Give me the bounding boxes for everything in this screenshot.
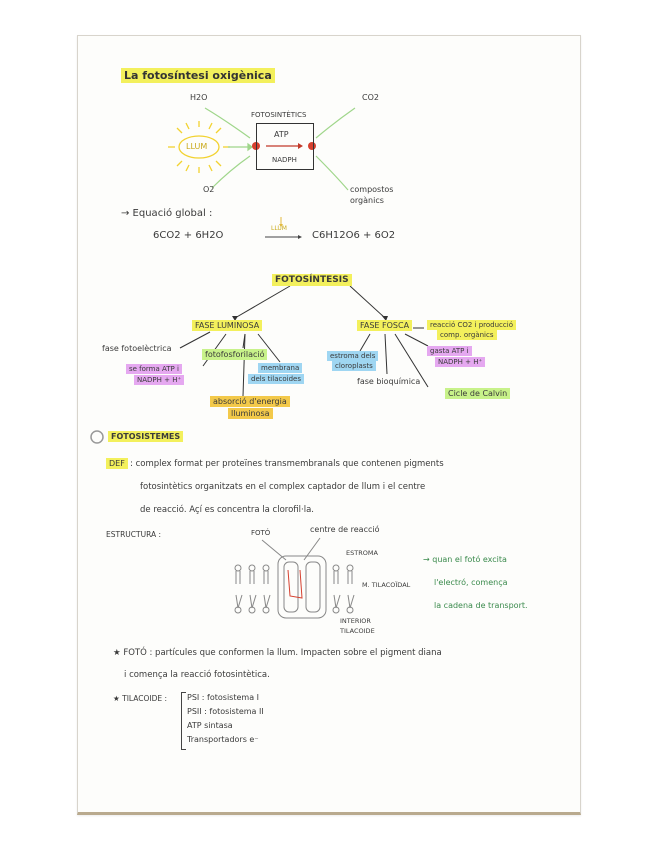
arrow-compostos [316, 156, 348, 190]
def-line-2: fotosintètics organitzats en el complex captador de llum i el centre [140, 482, 426, 492]
reaccio-co2-1: reacció CO2 i producció [427, 322, 516, 329]
compostos-label-1: compostos [350, 185, 394, 194]
nadph-label: NADPH [272, 156, 297, 164]
cicle-calvin: Cicle de Calvin [445, 390, 510, 398]
compostos-label-2: orgànics [350, 196, 384, 205]
absorcio-1: absorció d'energia [210, 398, 290, 406]
o2-label: O2 [203, 185, 215, 194]
foto-label: FOTÓ [251, 529, 271, 537]
equation-left: 6CO2 + 6H2O [153, 230, 224, 241]
gasta-1: gasta ATP i [427, 348, 472, 355]
atp-nadph-2: NADPH + H⁺ [134, 377, 184, 384]
arrow-co2 [316, 108, 355, 138]
bracket [181, 692, 186, 750]
fase-bioquimica: fase bioquímica [357, 377, 421, 386]
estroma-1: estroma dels [327, 353, 378, 360]
tilacoide-item-4: Transportadors e⁻ [187, 735, 259, 744]
absorcio-2: lluminosa [228, 410, 273, 418]
interior-label-1: INTERIOR [340, 617, 371, 625]
membrana-label: M. TILACOÏDAL [362, 581, 411, 589]
equation-right: C6H12O6 + 6O2 [312, 230, 396, 241]
equation-label: → Equació global : [121, 208, 213, 219]
foto-def-1: ★ FOTÓ : partícules que conformen la llum. Impacten sobre el pigment diana [113, 648, 442, 658]
tilacoide-label: ★ TILACOIDE : [113, 694, 168, 703]
pigments-label: FOTOSINTÈTICS [251, 111, 307, 119]
centre-label: centre de reacció [310, 525, 380, 534]
fase-fotoelectrica: fase fotoelèctrica [102, 344, 172, 353]
page-title: La fotosíntesi oxigènica [121, 70, 275, 81]
llum-label: LLUM [186, 142, 208, 151]
gasta-2: NADPH + H⁺ [435, 359, 485, 366]
def-line-3: de reacció. Açí es concentra la clorofil·la. [140, 505, 314, 515]
fase-fosca: FASE FOSCA [357, 322, 412, 330]
note-line-3: la cadena de transport. [434, 601, 528, 610]
atp-nadph-1: se forma ATP i [126, 366, 182, 373]
membrana-1: membrana [258, 365, 302, 372]
tilacoide-item-2: PSII : fotosistema II [187, 707, 264, 716]
note-line-2: l'electró, comença [434, 578, 508, 587]
interior-label-2: TILACOIDE [340, 627, 375, 635]
def-line-1: : complex format per proteïnes transmembranals que contenen pigments [130, 459, 444, 469]
target-icon [91, 431, 103, 443]
def-label: DEF [106, 460, 128, 468]
fase-luminosa: FASE LUMINOSA [192, 322, 262, 330]
membrana-2: dels tilacoides [248, 376, 304, 383]
atp-label: ATP [274, 130, 289, 139]
foto-def-2: i comença la reacció fotosintètica. [124, 670, 270, 680]
tilacoide-item-3: ATP sintasa [187, 721, 233, 730]
co2-label: CO2 [362, 93, 379, 102]
arrow-o2 [212, 156, 250, 188]
reaccio-co2-2: comp. orgànics [437, 332, 497, 339]
fotofosforilacio: fotofosforilació [202, 351, 267, 359]
equation-arrow-label: LLUM [271, 225, 287, 232]
estroma-label: ESTROMA [346, 549, 378, 557]
estroma-2: cloroplasts [332, 363, 376, 370]
h2o-label: H2O [190, 93, 208, 102]
membrane-drawing [235, 538, 354, 618]
tree-root: FOTOSÍNTESIS [272, 276, 352, 285]
tilacoide-item-1: PSI : fotosistema I [187, 693, 259, 702]
fotosistemes-heading: FOTOSISTEMES [108, 433, 183, 441]
note-line-1: → quan el fotó excita [423, 555, 507, 564]
estructura-label: ESTRUCTURA : [106, 530, 162, 539]
